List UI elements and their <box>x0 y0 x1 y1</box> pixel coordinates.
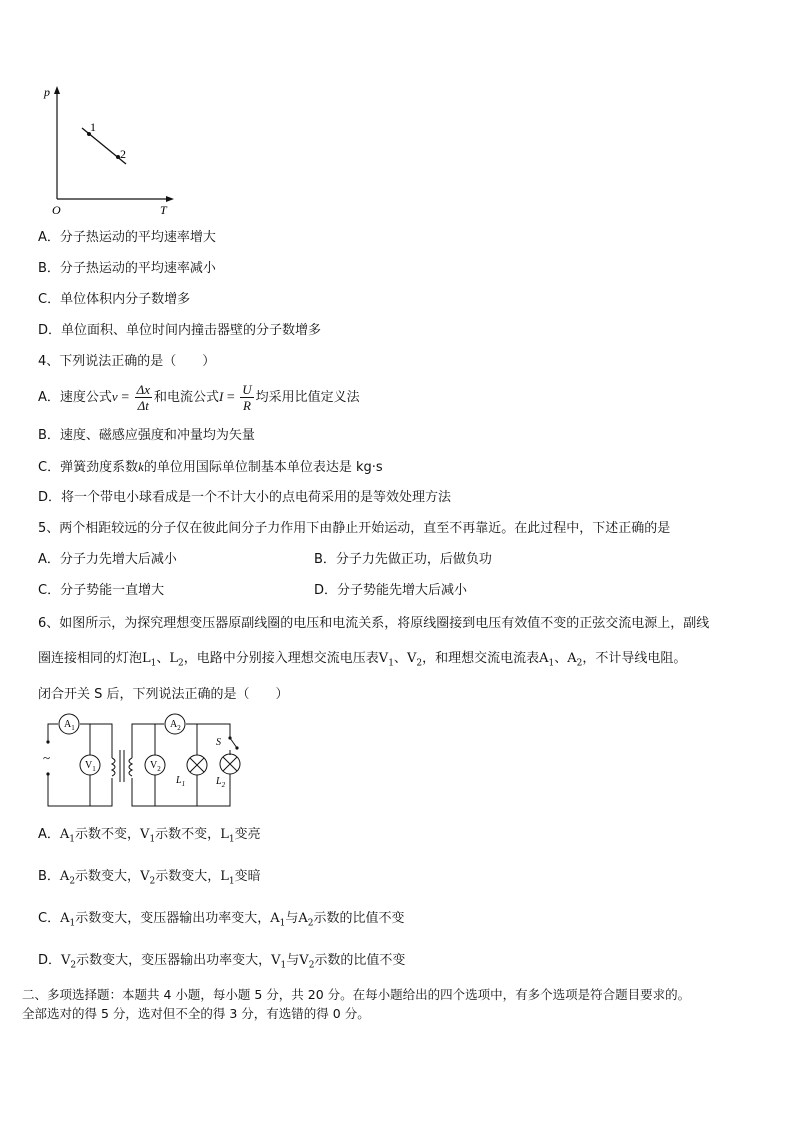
q4-option-b: B．速度、磁感应强度和冲量均为矢量 <box>38 428 255 443</box>
q4-stem: 4、下列说法正确的是（ ） <box>38 354 216 369</box>
q6-c-t2: 与 <box>285 911 299 926</box>
q6-c-a1: A <box>270 911 280 926</box>
q5-option-c: C．分子势能一直增大 <box>38 583 165 598</box>
q6-a-t2: 示数不变， <box>155 827 221 842</box>
q6-a-v: V <box>140 827 150 842</box>
q6-stem-line-3: 闭合开关 S 后，下列说法正确的是（ ） <box>38 687 289 702</box>
current-numerator: U <box>242 382 252 397</box>
meter-a1-label: $A_1$ <box>64 719 75 732</box>
q6-option-c <box>38 910 405 933</box>
current-fraction <box>240 382 253 413</box>
lamp-l2-sym: L <box>169 651 179 666</box>
q6-d-t3: 示数的比值不变 <box>314 953 406 968</box>
q6-c-a-sub: 1 <box>69 918 76 929</box>
q6-d-v1: V <box>271 953 281 968</box>
q6-d-v1-sub: 1 <box>280 960 287 971</box>
q4-a-v: v <box>111 389 118 404</box>
q3-option-d: D．单位面积、单位时间内撞击器壁的分子数增多 <box>38 323 322 338</box>
velocity-fraction <box>135 382 152 413</box>
q6-b-t1: 示数变大， <box>75 869 141 884</box>
q6-option-d <box>38 952 405 975</box>
q3-option-b: B．分子热运动的平均速率减小 <box>38 261 216 276</box>
axis-p-label: p <box>44 85 50 99</box>
source-symbol: ~ <box>43 750 51 765</box>
origin-label: O <box>52 203 61 216</box>
sep-3: 、 <box>554 651 568 666</box>
lamp-l1-sub: 1 <box>150 658 157 669</box>
q6-d-v2-sub: 2 <box>308 960 315 971</box>
q6-b-prefix: B． <box>38 869 60 884</box>
voltmeter-v1-sym: V <box>378 651 389 666</box>
q4-option-a <box>38 380 360 415</box>
lamp-l1-sym: L <box>142 651 151 666</box>
q5-option-b: B．分子力先做正功，后做负功 <box>314 552 492 567</box>
q6-b-v: V <box>140 869 150 884</box>
q6-c-a: A <box>60 911 70 926</box>
q6-c-prefix: C． <box>38 911 61 926</box>
transformer-circuit <box>40 712 255 812</box>
sep-2: 、 <box>393 651 407 666</box>
q6-d-t1: 示数变大，变压器输出功率变大， <box>76 953 272 968</box>
velocity-numerator: Δx <box>136 382 150 397</box>
ammeter-a2-sub: 2 <box>576 658 583 669</box>
q6-d-v: V <box>61 953 71 968</box>
q6-a-v-sub: 1 <box>149 834 156 845</box>
q6-option-b <box>38 868 261 891</box>
voltmeter-v2-sym: V <box>406 651 417 666</box>
q6-c-a1-sub: 1 <box>279 918 286 929</box>
q6-stem-line-1: 6、如图所示，为探究理想变压器原副线圈的电压和电流关系，将原线圈接到电压有效值不变的正弦交流电源上，副线 <box>38 616 710 631</box>
q4-a-suffix: 均采用比值定义法 <box>255 390 360 405</box>
q6-stem-line-2 <box>38 650 686 673</box>
q4-a-i: I <box>219 389 224 404</box>
q6-l2-a: 圈连接相同的灯泡 <box>38 651 143 666</box>
q6-a-t1: 示数不变， <box>75 827 141 842</box>
voltmeter-v2-sub: 2 <box>416 658 423 669</box>
q6-l2-b: ，电路中分别接入理想交流电压表 <box>183 651 379 666</box>
lamp-l2-label: $L_2$ <box>216 776 226 789</box>
q6-l2-c: ，和理想交流电流表 <box>422 651 540 666</box>
q5-stem: 5、两个相距较远的分子仅在彼此间分子力作用下由静止开始运动，直至不再靠近。在此过程中，下述正确的是 <box>38 521 671 536</box>
point-1-label: 1 <box>90 120 96 134</box>
lamp-l2-sub: 2 <box>178 658 184 669</box>
q6-b-l: L <box>220 869 229 884</box>
meter-v2-label: $V_2$ <box>150 760 161 773</box>
q5-option-d: D．分子势能先增大后减小 <box>314 583 468 598</box>
q6-b-v-sub: 2 <box>149 876 156 887</box>
q6-a-l: L <box>220 827 229 842</box>
q6-b-a: A <box>59 869 70 884</box>
ammeter-a2-sym: A <box>567 651 577 666</box>
q4-a-mid: 和电流公式 <box>154 390 220 405</box>
q4-option-d: D．将一个带电小球看成是一个不计大小的点电荷采用的是等效处理方法 <box>38 490 452 505</box>
q4-option-c <box>38 458 383 477</box>
q6-d-prefix: D． <box>38 953 62 968</box>
q4-a-eq-2: = <box>223 390 239 405</box>
q6-l2-d: ，不计导线电阻。 <box>582 651 687 666</box>
q6-d-v2: V <box>299 953 309 968</box>
q6-c-a2-sub: 2 <box>307 918 314 929</box>
q6-b-t2: 示数变大， <box>155 869 221 884</box>
velocity-denominator: Δt <box>137 398 149 413</box>
q6-a-l-sub: 1 <box>228 834 235 845</box>
q6-c-t3: 示数的比值不变 <box>313 911 405 926</box>
q6-option-a <box>38 826 261 849</box>
q3-option-a: A．分子热运动的平均速率增大 <box>38 230 216 245</box>
ammeter-a1-sub: 1 <box>548 658 555 669</box>
section-2-heading-line-2: 全部选对的得 5 分，选对但不全的得 3 分，有选错的得 0 分。 <box>22 1006 370 1021</box>
q6-a-prefix: A． <box>38 827 60 842</box>
q6-a-t3: 变亮 <box>234 827 261 842</box>
q4-a-eq: = <box>117 390 133 405</box>
current-denominator: R <box>242 398 251 413</box>
section-2-heading-line-1: 二、多项选择题：本题共 4 小题，每小题 5 分，共 20 分。在每小题给出的四个选项中，有多个选项是符合题目要求的。 <box>22 987 691 1002</box>
q4-c-prefix: C．弹簧劲度系数 <box>38 460 139 475</box>
q6-c-t1: 示数变大，变压器输出功率变大， <box>75 911 271 926</box>
switch-s-label: S <box>216 737 221 748</box>
q3-option-c: C．单位体积内分子数增多 <box>38 292 191 307</box>
voltmeter-v1-sub: 1 <box>388 658 394 669</box>
ammeter-a1-sym: A <box>539 651 549 666</box>
p-t-graph <box>40 84 180 216</box>
q6-b-l-sub: 1 <box>228 876 235 887</box>
q4-a-prefix: A．速度公式 <box>38 390 112 405</box>
axis-t-label: T <box>160 203 167 216</box>
q6-b-a-sub: 2 <box>69 876 76 887</box>
q6-b-t3: 变暗 <box>234 869 261 884</box>
q6-a-a-sub: 1 <box>69 834 76 845</box>
lamp-l1-label: $L_1$ <box>176 775 186 788</box>
q6-c-a2: A <box>298 911 308 926</box>
q5-option-a: A．分子力先增大后减小 <box>38 552 177 567</box>
point-2-label: 2 <box>120 147 126 161</box>
meter-a2-label: $A_2$ <box>170 719 181 732</box>
q6-d-t2: 与 <box>286 953 300 968</box>
q4-c-k: k <box>138 459 144 474</box>
q4-c-suffix: 的单位用国际单位制基本单位表达是 kg·s <box>143 460 383 475</box>
q6-d-v-sub: 2 <box>70 960 77 971</box>
sep-1: 、 <box>156 651 170 666</box>
q6-a-a: A <box>59 827 70 842</box>
meter-v1-label: $V_1$ <box>85 760 96 773</box>
